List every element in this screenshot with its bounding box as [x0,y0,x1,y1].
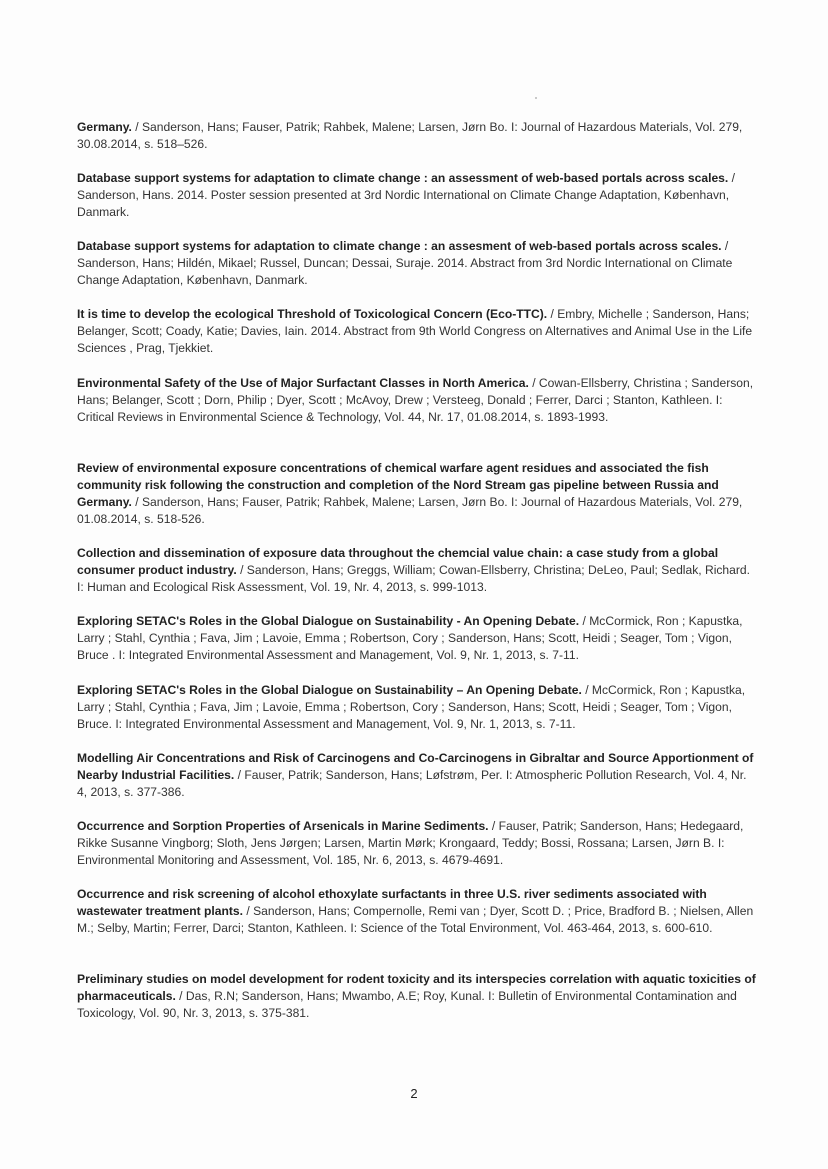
publication-entry [77,119,757,153]
publication-details: / Cowan-Ellsberry, Christina ; Sanderson, Hans; Belanger, Scott ; Dorn, Philip ; Dyer, Scott ; McAvoy, Drew ; Versteeg, Donald ; Ferrer, Darci ; Stanton, Kathleen. I: Critical Reviews in Environmental Science & Technology, Vol. 44, Nr. 17, 01.08.2014, s. 1893-1993. [77,376,754,424]
publication-details: / McCormick, Ron ; Kapustka, Larry ; Stahl, Cynthia ; Fava, Jim ; Lavoie, Emma ; Robertson, Cory ; Sanderson, Hans; Scott, Heidi ; Seager, Tom ; Vigon, Bruce . I: Integrated Environmental Assessment and Management, Vol. 9, Nr. 1, 2013, s. 7-11. [77,614,743,662]
publication-entry [77,460,757,528]
publication-title: Database support systems for adaptation to climate change : an assesment of web-based portals across scales. [77,239,722,253]
publication-entry [77,238,757,289]
publication-details: / McCormick, Ron ; Kapustka, Larry ; Stahl, Cynthia ; Fava, Jim ; Lavoie, Emma ; Robertson, Cory ; Sanderson, Hans; Scott, Heidi ; Seager, Tom ; Vigon, Bruce. I: Integrated Environmental Assessment and Management, Vol. 9, Nr. 1, 2013, s. 7-11. [77,683,746,731]
publication-entry [77,971,757,1022]
publication-entry [77,682,757,733]
publication-details: / Embry, Michelle ; Sanderson, Hans; Belanger, Scott; Coady, Katie; Davies, Iain. 2014. Abstract from 9th World Congress on Alternatives and Animal Use in the Life Sciences , Prag, Tjekkiet. [77,307,753,355]
publication-title: Environmental Safety of the Use of Major Surfactant Classes in North America. [77,376,529,390]
publication-title: Preliminary studies on model development for rodent toxicity and its interspecies correlation with aquatic toxicities of pharmaceuticals. [77,972,756,1003]
publication-title: Exploring SETAC's Roles in the Global Dialogue on Sustainability – An Opening Debate. [77,683,582,697]
publication-title: Modelling Air Concentrations and Risk of Carcinogens and Co-Carcinogens in Gibraltar and Source Apportionment of Nearby Industrial Facilities. [77,751,754,782]
publication-details: / Sanderson, Hans; Fauser, Patrik; Rahbek, Malene; Larsen, Jørn Bo. I: Journal of Hazardous Materials, Vol. 279, 01.08.2014, s. 518-526. [77,495,743,526]
publication-details: / Das, R.N; Sanderson, Hans; Mwambo, A.E; Roy, Kunal. I: Bulletin of Environmental Contamination and Toxicology, Vol. 90, Nr. 3, 2013, s. 375-381. [77,989,737,1020]
publication-details: / Sanderson, Hans; Hildén, Mikael; Russel, Duncan; Dessai, Suraje. 2014. Abstract from 3rd Nordic International on Climate Change Adaptation, København, Danmark. [77,239,733,287]
page-number: 2 [410,1086,418,1101]
publication-title: Exploring SETAC's Roles in the Global Dialogue on Sustainability - An Opening Debate. [77,614,580,628]
publication-details: / Sanderson, Hans; Fauser, Patrik; Rahbek, Malene; Larsen, Jørn Bo. I: Journal of Hazardous Materials, Vol. 279, 30.08.2014, s. 518–526. [77,120,743,151]
publication-entry [77,818,757,869]
scan-speck [535,97,537,99]
publication-details: / Sanderson, Hans; Compernolle, Remi van ; Dyer, Scott D. ; Price, Bradford B. ; Nielsen, Allen M.; Selby, Martin; Ferrer, Darci; Stanton, Kathleen. I: Science of the Total Environment, Vol. 463-464, 2013, s. 600-610. [77,904,754,935]
publication-title: Review of environmental exposure concentrations of chemical warfare agent residues and associated the fish community risk following the construction and completion of the Nord Stream gas pipeline between Russia and Germany. [77,461,719,509]
publication-title: Occurrence and risk screening of alcohol ethoxylate surfactants in three U.S. river sediments associated with wastewater treatment plants. [77,887,707,918]
publication-entry [77,170,757,221]
publication-title: Germany. [77,120,132,134]
publication-entry [77,545,757,596]
publication-details: / Fauser, Patrik; Sanderson, Hans; Løfstrøm, Per. I: Atmospheric Pollution Research, Vol. 4, Nr. 4, 2013, s. 377-386. [77,768,747,799]
publication-entry [77,750,757,801]
publication-entry [77,886,757,937]
publication-title: It is time to develop the ecological Threshold of Toxicological Concern (Eco-TTC). [77,307,548,321]
publication-entry [77,613,757,664]
publication-entry [77,306,757,357]
publication-details: / Sanderson, Hans; Greggs, William; Cowan-Ellsberry, Christina; DeLeo, Paul; Sedlak, Richard. I: Human and Ecological Risk Assessment, Vol. 19, Nr. 4, 2013, s. 999-1013. [77,563,751,594]
publication-details: / Sanderson, Hans. 2014. Poster session presented at 3rd Nordic International on Climate Change Adaptation, København, Danmark. [77,171,736,219]
publication-title: Occurrence and Sorption Properties of Arsenicals in Marine Sediments. [77,819,489,833]
publication-details: / Fauser, Patrik; Sanderson, Hans; Hedegaard, Rikke Susanne Vingborg; Sloth, Jens Jørgen; Larsen, Martin Mørk; Krongaard, Teddy; Bossi, Rossana; Larsen, Jørn B. I: Environmental Monitoring and Assessment, Vol. 185, Nr. 6, 2013, s. 4679-4691. [77,819,744,867]
publication-title: Database support systems for adaptation to climate change : an assessment of web-based portals across scales. [77,171,729,185]
publication-title: Collection and dissemination of exposure data throughout the chemcial value chain: a case study from a global consumer product industry. [77,546,719,577]
publication-entry [77,375,757,426]
